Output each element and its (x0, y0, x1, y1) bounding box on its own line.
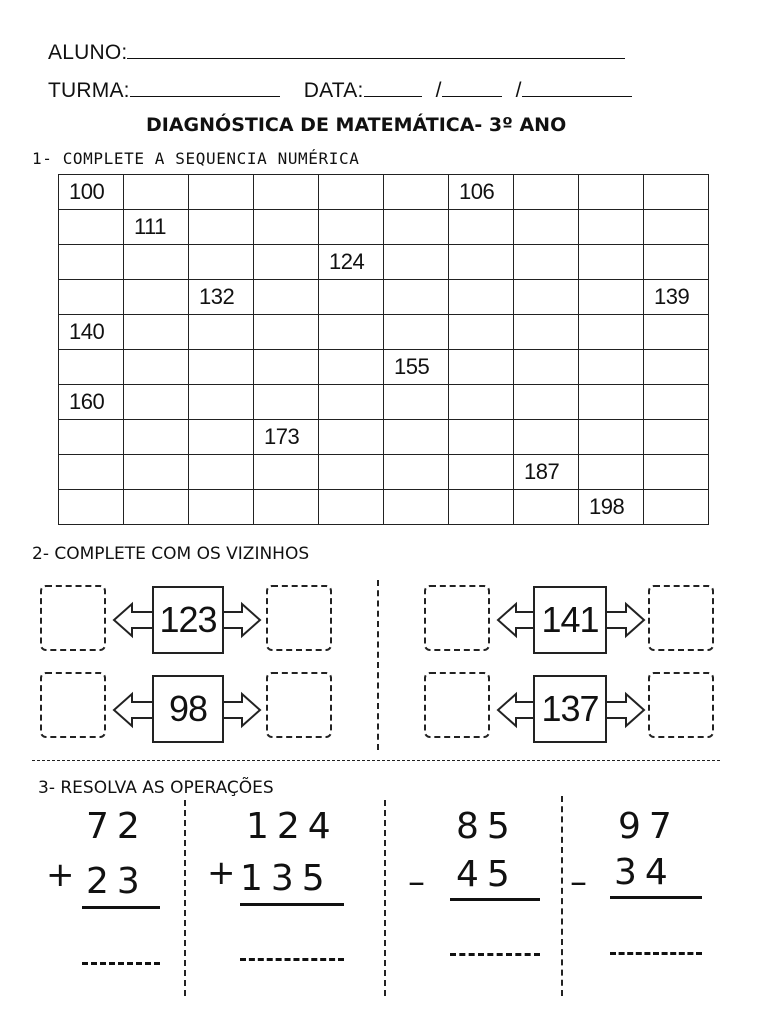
grid-cell (514, 455, 579, 490)
grid-cell (449, 175, 514, 210)
operation-line (240, 903, 344, 906)
grid-cell[interactable] (124, 350, 189, 385)
data-label: DATA: (303, 79, 364, 102)
grid-cell[interactable] (514, 210, 579, 245)
grid-cell[interactable] (644, 350, 709, 385)
grid-cell[interactable] (579, 455, 644, 490)
grid-cell[interactable] (644, 315, 709, 350)
operation-bottom-number: 34 (614, 852, 676, 893)
grid-cell (254, 420, 319, 455)
grid-cell[interactable] (124, 245, 189, 280)
grid-cell-value: 187 (524, 459, 560, 484)
grid-cell[interactable] (579, 280, 644, 315)
operation-top-number: 124 (246, 806, 339, 847)
grid-cell[interactable] (384, 245, 449, 280)
grid-cell (59, 385, 124, 420)
neighbor-before-box[interactable] (40, 585, 106, 651)
grid-cell[interactable] (254, 455, 319, 490)
grid-cell[interactable] (59, 420, 124, 455)
neighbor-before-box[interactable] (424, 672, 490, 738)
grid-cell (319, 245, 384, 280)
grid-cell-value: 140 (69, 319, 105, 344)
grid-cell[interactable] (384, 455, 449, 490)
grid-cell[interactable] (189, 350, 254, 385)
grid-cell[interactable] (579, 175, 644, 210)
grid-cell[interactable] (254, 280, 319, 315)
grid-cell[interactable] (514, 245, 579, 280)
grid-cell[interactable] (124, 175, 189, 210)
aluno-blank[interactable] (127, 38, 625, 59)
operation-top-number: 97 (618, 806, 680, 847)
grid-cell[interactable] (59, 455, 124, 490)
grid-cell[interactable] (384, 175, 449, 210)
sequence-grid (58, 174, 709, 525)
grid-cell[interactable] (644, 490, 709, 525)
grid-cell-value: 100 (69, 179, 105, 204)
grid-row (59, 315, 709, 350)
grid-row (59, 280, 709, 315)
vertical-divider (184, 800, 186, 996)
grid-cell (644, 280, 709, 315)
grid-cell (384, 350, 449, 385)
vertical-divider (561, 796, 563, 996)
grid-cell[interactable] (254, 490, 319, 525)
grid-cell[interactable] (189, 315, 254, 350)
section3-title: 3- RESOLVA AS OPERAÇÕES (38, 778, 274, 798)
grid-row (59, 455, 709, 490)
grid-row (59, 490, 709, 525)
grid-cell[interactable] (449, 210, 514, 245)
grid-cell[interactable] (644, 245, 709, 280)
date-separator-1: / (435, 79, 442, 102)
grid-cell[interactable] (254, 315, 319, 350)
grid-cell[interactable] (579, 350, 644, 385)
section2-title: 2- COMPLETE COM OS VIZINHOS (32, 544, 310, 564)
grid-cell[interactable] (59, 490, 124, 525)
operation-top-number: 85 (456, 806, 518, 847)
grid-cell-value: 160 (69, 389, 105, 414)
grid-cell[interactable] (59, 350, 124, 385)
minus-sign: – (408, 862, 425, 902)
grid-cell[interactable] (254, 385, 319, 420)
grid-cell[interactable] (59, 280, 124, 315)
grid-cell[interactable] (319, 210, 384, 245)
grid-cell[interactable] (449, 490, 514, 525)
grid-cell[interactable] (319, 420, 384, 455)
grid-cell[interactable] (254, 210, 319, 245)
operation-line (610, 896, 702, 899)
grid-cell[interactable] (384, 385, 449, 420)
grid-cell[interactable] (189, 245, 254, 280)
grid-cell[interactable] (189, 385, 254, 420)
grid-cell (59, 175, 124, 210)
grid-cell[interactable] (579, 210, 644, 245)
grid-cell[interactable] (59, 245, 124, 280)
neighbor-number: 137 (533, 675, 607, 743)
turma-label: TURMA: (48, 79, 130, 102)
grid-cell[interactable] (514, 420, 579, 455)
year-blank[interactable] (522, 76, 632, 97)
neighbor-number: 123 (152, 586, 224, 654)
grid-row (59, 175, 709, 210)
grid-cell[interactable] (254, 175, 319, 210)
grid-cell[interactable] (189, 175, 254, 210)
aluno-line (48, 38, 625, 65)
grid-cell[interactable] (579, 315, 644, 350)
grid-cell[interactable] (514, 385, 579, 420)
neighbor-after-box[interactable] (648, 585, 714, 651)
grid-row (59, 350, 709, 385)
page-title: DIAGNÓSTICA DE MATEMÁTICA- 3º ANO (146, 114, 567, 136)
grid-cell-value: 106 (459, 179, 495, 204)
grid-cell[interactable] (124, 420, 189, 455)
grid-cell[interactable] (579, 420, 644, 455)
grid-cell[interactable] (644, 420, 709, 455)
operation-top-number: 72 (86, 806, 148, 847)
grid-cell[interactable] (644, 455, 709, 490)
grid-cell[interactable] (514, 350, 579, 385)
day-blank[interactable] (364, 76, 422, 97)
grid-cell[interactable] (384, 280, 449, 315)
grid-cell[interactable] (579, 385, 644, 420)
grid-cell[interactable] (514, 175, 579, 210)
grid-cell-value: 111 (134, 214, 166, 239)
grid-cell[interactable] (124, 315, 189, 350)
grid-cell[interactable] (449, 350, 514, 385)
operation-line (82, 906, 160, 909)
grid-cell[interactable] (384, 315, 449, 350)
grid-cell[interactable] (319, 315, 384, 350)
grid-cell[interactable] (59, 210, 124, 245)
grid-cell[interactable] (449, 315, 514, 350)
grid-cell[interactable] (124, 455, 189, 490)
grid-cell-value: 132 (199, 284, 235, 309)
grid-cell-value: 198 (589, 494, 625, 519)
grid-cell[interactable] (644, 385, 709, 420)
operation-line (450, 898, 540, 901)
grid-row (59, 420, 709, 455)
grid-cell[interactable] (319, 280, 384, 315)
grid-cell[interactable] (384, 210, 449, 245)
turma-line (48, 76, 632, 103)
neighbor-after-box[interactable] (648, 672, 714, 738)
grid-cell[interactable] (189, 455, 254, 490)
neighbor-before-box[interactable] (424, 585, 490, 651)
grid-cell[interactable] (449, 385, 514, 420)
aluno-label: ALUNO: (48, 41, 128, 64)
grid-cell[interactable] (319, 490, 384, 525)
grid-cell-value: 139 (654, 284, 690, 309)
grid-row (59, 210, 709, 245)
neighbor-after-box[interactable] (266, 585, 332, 651)
grid-cell[interactable] (189, 490, 254, 525)
grid-cell[interactable] (514, 315, 579, 350)
grid-cell-value: 155 (394, 354, 430, 379)
vertical-divider (377, 580, 379, 750)
minus-sign: – (570, 862, 587, 902)
grid-cell[interactable] (124, 490, 189, 525)
grid-cell[interactable] (254, 245, 319, 280)
grid-cell[interactable] (124, 280, 189, 315)
grid-row (59, 385, 709, 420)
grid-cell[interactable] (384, 420, 449, 455)
grid-cell[interactable] (449, 245, 514, 280)
grid-cell (189, 280, 254, 315)
grid-cell (59, 315, 124, 350)
grid-cell[interactable] (384, 490, 449, 525)
vertical-divider (384, 800, 386, 996)
grid-cell[interactable] (449, 455, 514, 490)
turma-blank[interactable] (130, 76, 280, 97)
horizontal-divider (32, 760, 720, 761)
grid-cell[interactable] (319, 385, 384, 420)
neighbor-number: 98 (152, 675, 224, 743)
grid-cell[interactable] (319, 455, 384, 490)
grid-cell[interactable] (189, 210, 254, 245)
grid-cell[interactable] (449, 280, 514, 315)
grid-cell[interactable] (514, 280, 579, 315)
date-separator-2: / (515, 79, 522, 102)
answer-blank[interactable] (450, 953, 540, 956)
neighbor-after-box[interactable] (266, 672, 332, 738)
answer-blank[interactable] (82, 962, 160, 965)
neighbor-before-box[interactable] (40, 672, 106, 738)
plus-sign: + (46, 855, 75, 895)
month-blank[interactable] (442, 76, 502, 97)
grid-cell[interactable] (254, 350, 319, 385)
plus-sign: + (207, 853, 236, 893)
grid-cell[interactable] (514, 490, 579, 525)
grid-cell[interactable] (644, 210, 709, 245)
grid-cell-value: 124 (329, 249, 365, 274)
grid-cell[interactable] (579, 245, 644, 280)
grid-cell[interactable] (319, 175, 384, 210)
grid-cell (124, 210, 189, 245)
answer-blank[interactable] (610, 952, 702, 955)
grid-cell[interactable] (449, 420, 514, 455)
grid-row (59, 245, 709, 280)
grid-cell[interactable] (644, 175, 709, 210)
grid-cell[interactable] (319, 350, 384, 385)
grid-cell[interactable] (124, 385, 189, 420)
operation-bottom-number: 23 (86, 861, 148, 902)
grid-cell (579, 490, 644, 525)
operation-bottom-number: 45 (456, 854, 518, 895)
grid-cell[interactable] (189, 420, 254, 455)
neighbor-number: 141 (533, 586, 607, 654)
grid-cell-value: 173 (264, 424, 300, 449)
section1-title: 1- COMPLETE A SEQUENCIA NUMÉRICA (32, 149, 360, 168)
operation-bottom-number: 135 (240, 858, 333, 899)
answer-blank[interactable] (240, 958, 344, 961)
